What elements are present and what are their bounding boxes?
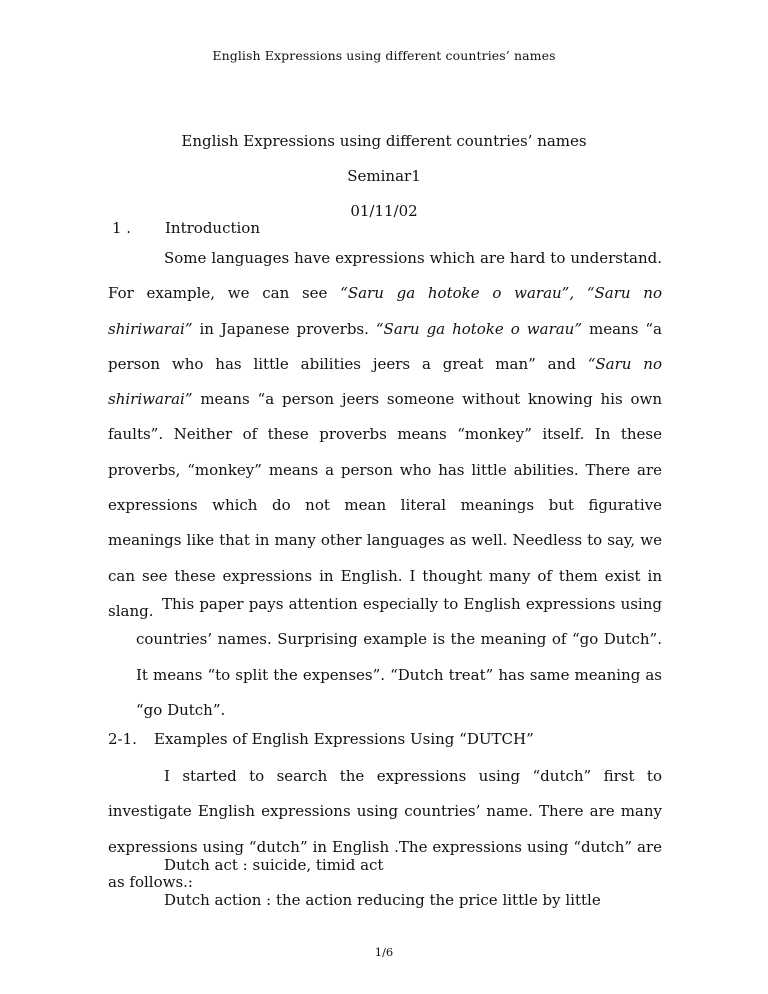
seminar-label: Seminar1: [347, 167, 421, 185]
section-1-heading: [112, 219, 612, 239]
text-run: means “a person who has little abilities jeers a great man” and: [108, 319, 662, 373]
intro-paragraph-2: [136, 587, 662, 728]
section-title: Introduction: [165, 219, 260, 237]
italic-proverb: “Saru no shiriwarai”: [108, 354, 662, 409]
text-run: I started to search the expressions using “dutch” first to investigate English expressions using countries’ name. There are many expressions using “dutch” in English .The expressions using “dutch” are as follows.:: [108, 767, 662, 891]
title-block: [0, 124, 768, 229]
intro-paragraph-1: [108, 241, 662, 629]
text-run: means “a person jeers someone without knowing his own faults”. Neither of these proverbs means “monkey” itself. In these proverbs, “monkey” means a person who has little abilities. There are expressions which do not mean literal meanings but figurative meanings like that in many other languages as well. Needless to say, we can see these expressions in English. I thought many of them exist in slang.: [108, 390, 662, 620]
italic-proverb: “Saru ga hotoke o warau”: [375, 319, 583, 338]
section-number: 2-1.: [108, 730, 137, 748]
section-title: Examples of English Expressions Using “DUTCH”: [154, 730, 534, 748]
page-number: 1/6: [374, 945, 394, 959]
section-2-1-paragraph: [108, 759, 662, 900]
text-run: Some languages have expressions which are hard to understand. For example, we can see: [108, 249, 662, 303]
document-title: English Expressions using different countries’ names: [181, 132, 587, 150]
running-header: English Expressions using different countries’ names: [212, 48, 556, 63]
text-run: This paper pays attention especially to English expressions using countries’ names. Surprising example is the meaning of “go Dutch”. It means “to split the expenses”. “Dutch treat” has same meaning as “go Dutch”.: [136, 595, 662, 719]
definition-item: Dutch act : suicide, timid act: [164, 856, 384, 874]
section-number: 1 .: [112, 219, 132, 237]
section-2-1-heading: [108, 730, 668, 750]
document-date: 01/11/02: [350, 202, 418, 220]
italic-proverb: “Saru ga hotoke o warau”, “Saru no shiriwarai”: [108, 284, 662, 338]
definition-item: Dutch action : the action reducing the price little by little: [164, 891, 601, 909]
text-run: in Japanese proverbs.: [192, 319, 376, 338]
